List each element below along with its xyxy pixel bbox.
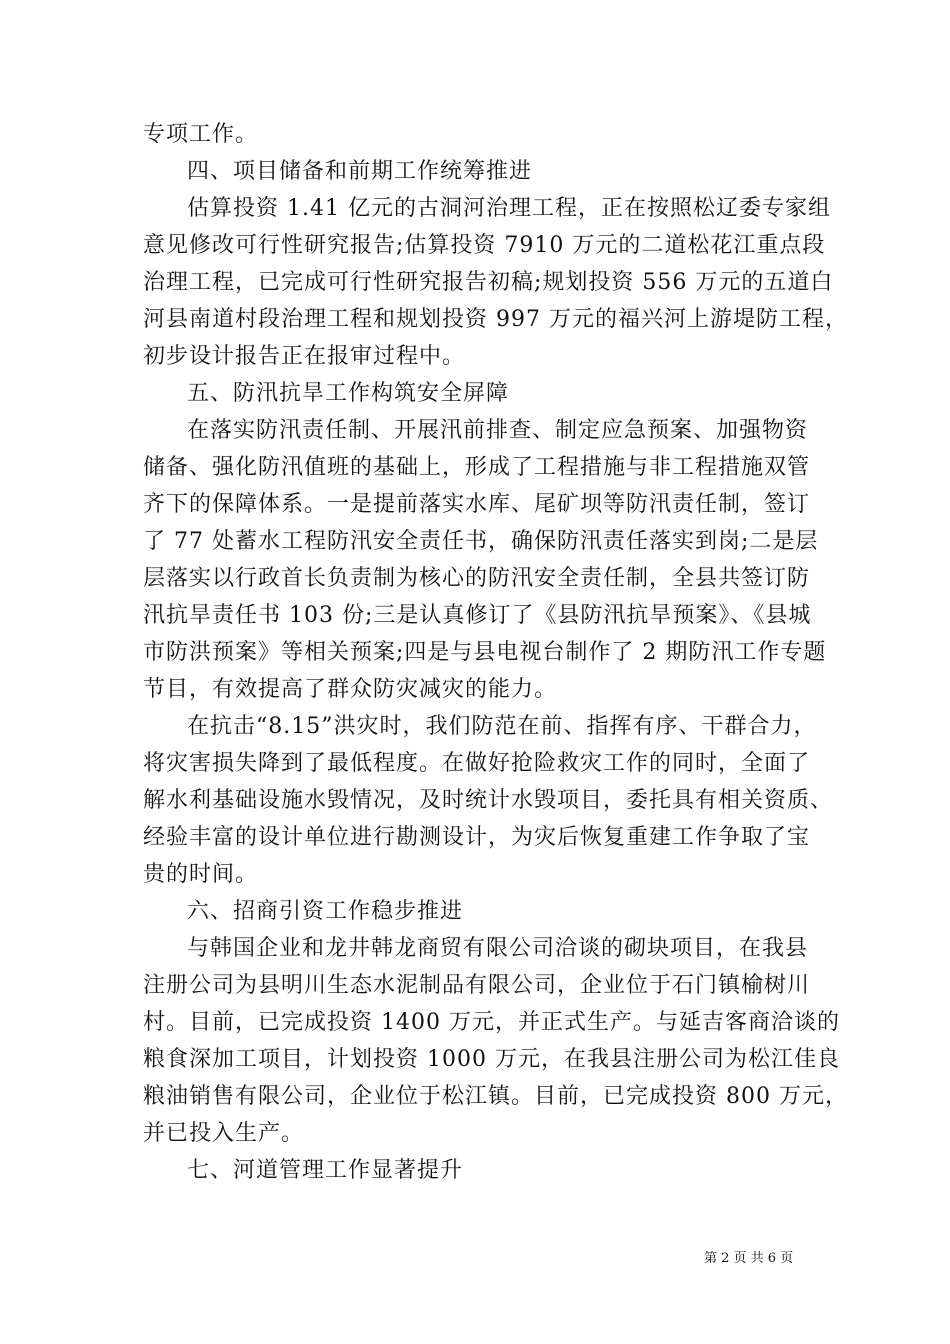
text-line: 意见修改可行性研究报告;估算投资 7910 万元的二道松花江重点段 (143, 233, 826, 258)
section-heading: 六、招商引资工作稳步推进 (187, 899, 464, 924)
text-line: 在抗击“8.15”洪灾时，我们防范在前、指挥有序、干群合力， (187, 714, 817, 739)
text-line: 河县南道村段治理工程和规划投资 997 万元的福兴河上游堤防工程， (143, 307, 848, 332)
document-body (143, 116, 848, 1189)
text-line: 节目，有效提高了群众防灾减灾的能力。 (143, 677, 558, 702)
text-line: 解水利基础设施水毁情况，及时统计水毁项目，委托具有相关资质、 (143, 788, 834, 813)
text-line: 经验丰富的设计单位进行勘测设计，为灾后恢复重建工作争取了宝 (143, 825, 811, 850)
text-line: 层落实以行政首长负责制为核心的防汛安全责任制，全县共签订防 (143, 566, 811, 591)
text-line: 估算投资 1.41 亿元的古洞河治理工程，正在按照松辽委专家组 (187, 196, 831, 221)
section-heading: 四、项目储备和前期工作统筹推进 (187, 159, 533, 184)
text-line: 汛抗旱责任书 103 份;三是认真修订了《县防汛抗旱预案》、《县城 (143, 603, 812, 628)
text-line: 注册公司为县明川生态水泥制品有限公司，企业位于石门镇榆树川 (143, 973, 811, 998)
text-line: 将灾害损失降到了最低程度。在做好抢险救灾工作的同时，全面了 (143, 751, 811, 776)
section-heading: 七、河道管理工作显著提升 (187, 1158, 464, 1183)
page-number-footer: 第 2 页 共 6 页 (704, 1251, 794, 1266)
text-line: 粮油销售有限公司，企业位于松江镇。目前，已完成投资 800 万元， (143, 1084, 848, 1109)
text-line: 在落实防汛责任制、开展汛前排查、制定应急预案、加强物资 (187, 418, 809, 443)
text-line: 并已投入生产。 (143, 1121, 305, 1146)
text-line: 村。目前，已完成投资 1400 万元，并正式生产。与延吉客商洽谈的 (143, 1010, 840, 1035)
text-line: 了 77 处蓄水工程防汛安全责任书，确保防汛责任落实到岗;二是层 (143, 529, 819, 554)
text-line: 齐下的保障体系。一是提前落实水库、尾矿坝等防汛责任制，签订 (143, 492, 811, 517)
text-line: 专项工作。 (143, 122, 259, 147)
text-line: 与韩国企业和龙井韩龙商贸有限公司洽谈的砌块项目，在我县 (187, 936, 809, 961)
text-line: 初步设计报告正在报审过程中。 (143, 344, 466, 369)
text-line: 治理工程，已完成可行性研究报告初稿;规划投资 556 万元的五道白 (143, 270, 834, 295)
section-heading: 五、防汛抗旱工作构筑安全屏障 (187, 381, 510, 406)
text-line: 储备、强化防汛值班的基础上，形成了工程措施与非工程措施双管 (143, 455, 811, 480)
text-line: 贵的时间。 (143, 862, 259, 887)
text-line: 市防洪预案》等相关预案;四是与县电视台制作了 2 期防汛工作专题 (143, 640, 827, 665)
text-line: 粮食深加工项目，计划投资 1000 万元，在我县注册公司为松江佳良 (143, 1047, 840, 1072)
